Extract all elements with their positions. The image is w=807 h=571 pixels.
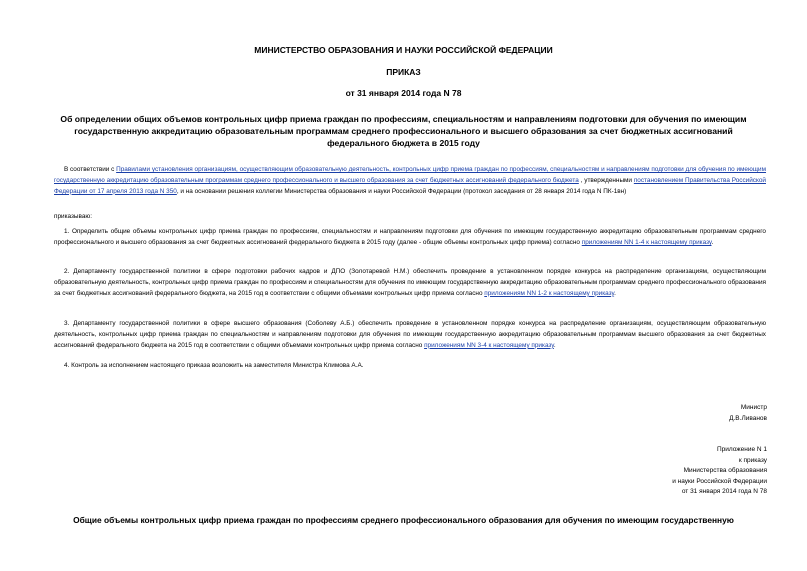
document-type: ПРИКАЗ	[386, 67, 421, 77]
item-2-end: .	[614, 289, 616, 297]
order-item-1	[54, 227, 766, 249]
rules-link[interactable]: Правилами установления организациям, осуществляющим образовательную деятельность, контрольных цифр приема граждан по профессиям, специальностям и направлениям подготовки для обучения по имеющим государственную аккредитацию образовательным программам среднего профессионального и высшего образования за счет бюджетных ассигнований федерального бюджета	[54, 166, 767, 184]
order-item-3	[54, 319, 766, 352]
preamble-text-2: , утвержденными	[578, 176, 634, 184]
order-word: приказываю:	[54, 213, 92, 220]
appendix-block	[672, 445, 767, 498]
ministry-header: МИНИСТЕРСТВО ОБРАЗОВАНИЯ И НАУКИ РОССИЙСКОЙ ФЕДЕРАЦИИ	[254, 45, 553, 55]
appendix-line-5: от 31 января 2014 года N 78	[681, 488, 767, 496]
item-2-text: 2. Департаменту государственной политики в сфере подготовки рабочих кадров и ДПО (Золотаревой Н.М.) обеспечить проведение в установленном порядке конкурса на распределение организациям, осуществляющим образовательную деятельность, контрольных цифр приема граждан по профессиям и специальностям для обучения по имеющим государственную аккредитацию образовательным программам среднего профессионального образования за счет бюджетных ассигнований федерального бюджета, на 2015 год в соответствии с общими объемами контрольных цифр приема согласно	[54, 268, 766, 297]
document-date: от 31 января 2014 года N 78	[345, 88, 462, 98]
signature-block	[729, 403, 767, 424]
appendix-1-2-link[interactable]: приложениям NN 1-2 к настоящему приказу	[484, 289, 615, 297]
order-item-4: 4. Контроль за исполнением настоящего приказа возложить на заместителя Министра Климова А.А.	[64, 362, 364, 369]
order-item-2	[54, 267, 766, 300]
item-3-text: 3. Департаменту государственной политики в сфере высшего образования (Соболеву А.Б.) обеспечить проведение в установленном порядке конкурса на распределение организациям, осуществляющим образовательную деятельность, контрольных цифр приема граждан по специальностям и направлениям подготовки для обучения по имеющим государственную аккредитацию образовательным программам высшего образования за счет бюджетных ассигнований федерального бюджета на 2015 год в соответствии с общими объемами контрольных цифр приема согласно	[54, 320, 766, 349]
preamble-paragraph	[54, 165, 766, 198]
appendix-heading: Общие объемы контрольных цифр приема граждан по профессиям среднего профессионального образования для обучения по имеющим государственную	[73, 515, 734, 525]
appendix-line-4: и науки Российской Федерации	[672, 477, 767, 485]
appendix-line-1: Приложение N 1	[716, 446, 767, 453]
appendix-line-3: Министерства образования	[683, 467, 767, 475]
appendix-line-2: к приказу	[738, 456, 767, 464]
item-3-end: .	[553, 341, 556, 349]
signer-position: Министр	[740, 404, 767, 411]
preamble-text-3: , и на основании решения коллегии Министерства образования и науки Российской Федерации (протокол заседания от 28 января 2014 года N ПК-1вн)	[176, 187, 627, 195]
preamble-text-1: В соответствии с	[64, 166, 117, 173]
appendix-1-4-link[interactable]: приложениям NN 1-4 к настоящему приказу	[581, 238, 712, 246]
signer-name: Д.В.Ливанов	[729, 414, 767, 422]
document-title: Об определении общих объемов контрольных цифр приема граждан по профессиям, специальностям и направлениям подготовки для обучения по имеющим государственную аккредитацию образовательным программам среднего профессионального и высшего образования за счет бюджетных ассигнований федерального бюджета в 2015 году	[60, 114, 747, 148]
government-decree-link[interactable]: постановлением Правительства Российской Федерации от 17 апреля 2013 года N 350	[54, 176, 766, 195]
item-1-text: 1. Определить общие объемы контрольных цифр приема граждан по профессиям, специальностям и направлениям подготовки для обучения по имеющим государственную аккредитацию образовательным программам среднего профессионального и высшего образования за счет бюджетных ассигнований федерального бюджета в 2015 году (далее - общие объемы контрольных цифр приема) согласно	[54, 228, 766, 246]
item-1-end: .	[711, 238, 714, 246]
appendix-3-4-link[interactable]: приложениям NN 3-4 к настоящему приказу	[424, 341, 554, 349]
